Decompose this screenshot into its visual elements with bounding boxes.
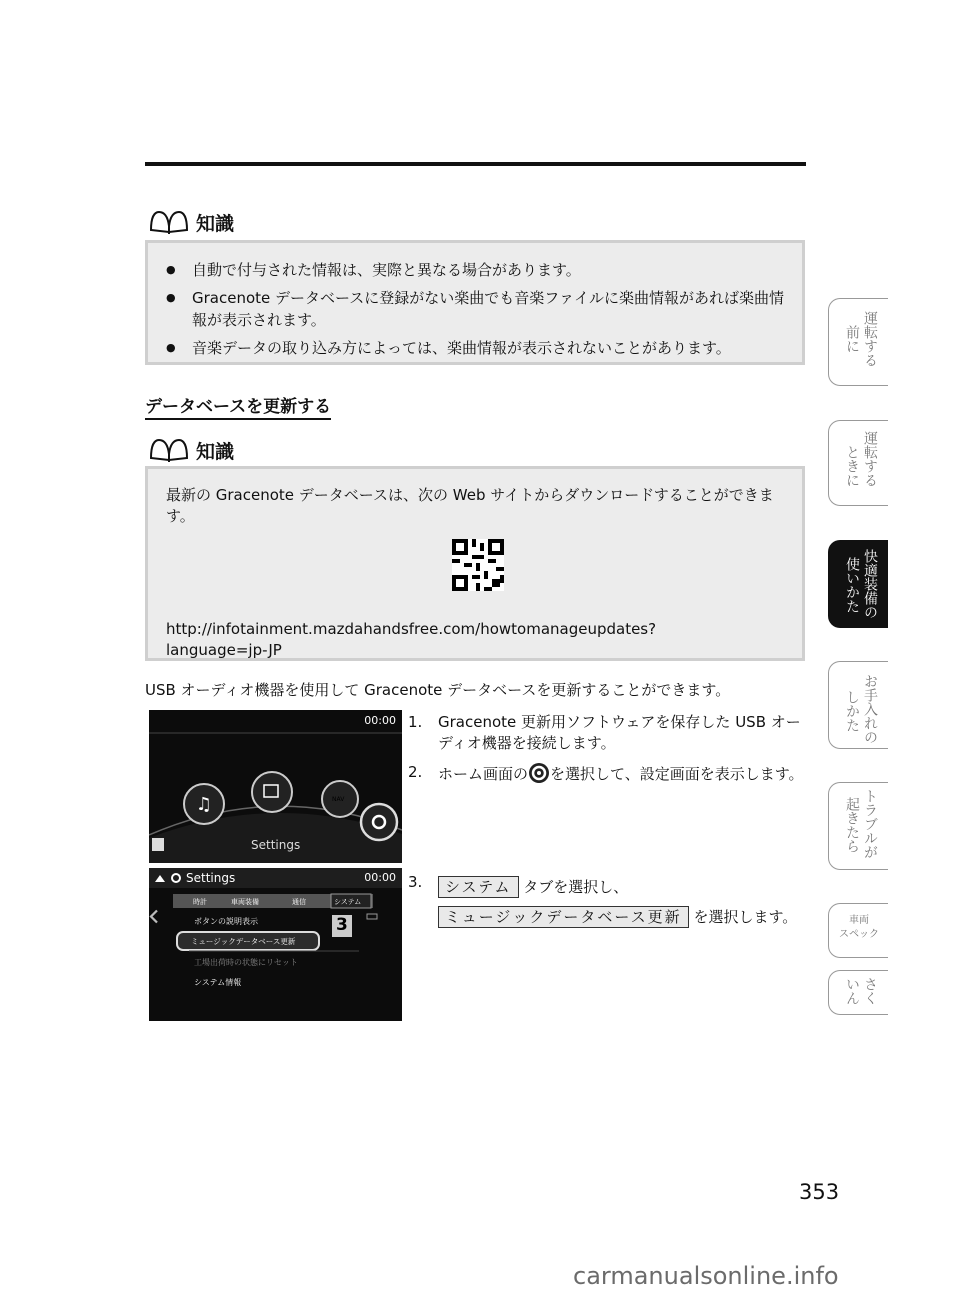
tab-maintenance[interactable]: お手入れの しかた (828, 661, 888, 749)
tab-while-driving[interactable]: 運転する ときに (828, 420, 888, 506)
nav-label: NAV (332, 796, 345, 803)
step-text: を選択して、設定画面を表示します。 (550, 765, 804, 783)
music-db-update-label: ミュージックデータベース更新 (438, 906, 689, 928)
menu-item[interactable]: ボタンの説明表示 (194, 917, 258, 926)
knowledge-box (145, 466, 805, 661)
clock: 00:00 (364, 714, 396, 727)
download-text: 最新の Gracenote データベースは、次の Web サイトからダウンロードすることができます。 (166, 486, 774, 525)
settings-title: Settings (186, 871, 236, 885)
step-text: ホーム画面の (438, 765, 529, 783)
menu-item[interactable]: 工場出荷時の状態にリセット (194, 958, 298, 967)
step-number: 2. (408, 763, 423, 781)
qr-code[interactable] (452, 539, 504, 591)
list-item: ● Gracenote データベースに登録がない楽曲でも音楽ファイルに楽曲情報があれば楽曲情報が表示されます。 (148, 287, 784, 331)
step-number: 3. (408, 873, 423, 891)
top-rule (145, 162, 806, 166)
tab-clock[interactable]: 時計 (193, 898, 207, 906)
tab-communication[interactable]: 通信 (292, 898, 306, 906)
knowledge-heading (148, 208, 234, 236)
settings-label: Settings (251, 838, 301, 852)
knowledge-label: 知識 (196, 440, 235, 463)
knowledge-heading (148, 436, 234, 464)
book-icon (148, 208, 190, 236)
watermark: carmanualsonline.info (573, 1262, 839, 1290)
tab-system[interactable]: システム (334, 898, 362, 906)
intro-text: USB オーディオ機器を使用して Gracenote データベースを更新することができます。 (145, 681, 731, 699)
book-icon (148, 436, 190, 464)
knowledge-box (145, 240, 805, 365)
tab-vehicle[interactable]: 車両装備 (231, 898, 259, 906)
step-number: 1. (408, 713, 423, 731)
menu-item[interactable]: システム情報 (194, 978, 242, 987)
page-number: 353 (799, 1180, 840, 1204)
url-text[interactable]: language=jp-JP (166, 641, 282, 659)
section-title: データベースを更新する (145, 392, 331, 420)
knowledge-label: 知識 (196, 212, 235, 235)
url-text[interactable]: http://infotainment.mazdahandsfree.com/howtomanageupdates? (166, 620, 657, 638)
step-callout: 3 (336, 915, 348, 935)
tab-specifications[interactable]: 車両 スペック (828, 903, 888, 958)
tab-troubleshooting[interactable]: トラブルが 起きたら (828, 782, 888, 870)
tab-comfort-features[interactable]: 快適装備の 使いかた (828, 540, 888, 628)
menu-item-music-db-update[interactable]: ミュージックデータベース更新 (191, 937, 296, 946)
step-text: を選択します。 (693, 908, 798, 926)
step-1 (408, 712, 804, 754)
tab-index[interactable]: さく いん (828, 970, 888, 1015)
system-tab-label: システム (438, 876, 519, 898)
step-text: Gracenote 更新用ソフトウェアを保存した USB オーディオ機器を接続します。 (438, 713, 801, 752)
svg-text:♫: ♫ (195, 794, 213, 815)
settings-screen-image (149, 868, 402, 1021)
clock: 00:00 (364, 871, 396, 884)
step-3 (408, 872, 804, 932)
list-item: ● 音楽データの取り込み方によっては、楽曲情報が表示されないことがあります。 (148, 337, 784, 359)
step-text: タブを選択し、 (523, 878, 629, 896)
home-screen-image (149, 710, 402, 863)
step-2 (408, 762, 804, 785)
list-item: ● 自動で付与された情報は、実際と異なる場合があります。 (148, 259, 784, 281)
gear-icon (528, 762, 550, 784)
tab-before-driving[interactable]: 運転する 前に (828, 298, 888, 386)
